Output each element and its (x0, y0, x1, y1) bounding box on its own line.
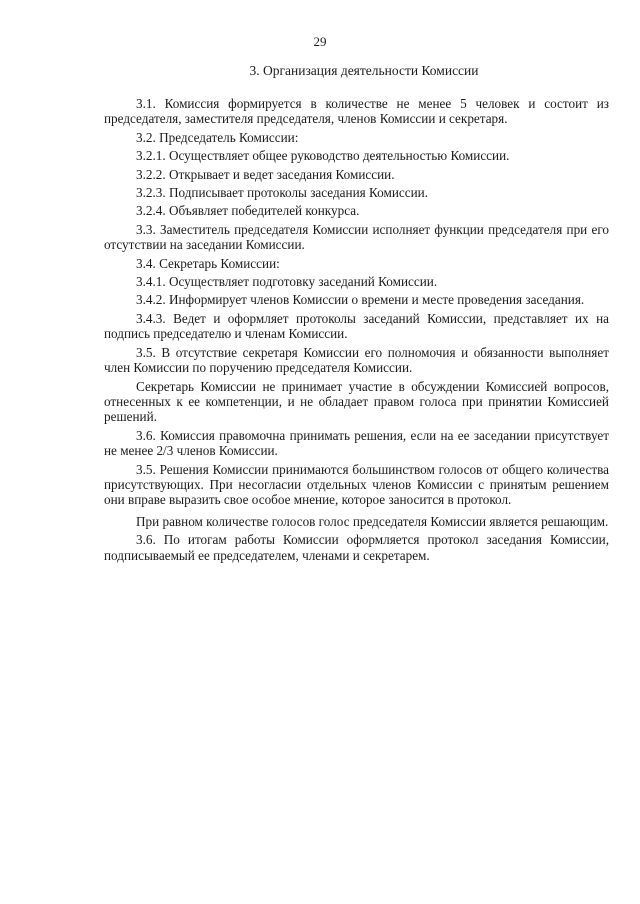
paragraph-3-1: 3.1. Комиссия формируется в количестве не менее 5 человек и состоит из председателя, заместителя председателя, членов Комиссии и секретаря. (104, 96, 609, 127)
paragraph-3-2-2: 3.2.2. Открывает и ведет заседания Комиссии. (136, 166, 395, 182)
paragraph-secretary-role: Секретарь Комиссии не принимает участие в обсуждении Комиссией вопросов, отнесенных к ее компетенции, и не обладает правом голоса при принятии Комиссией решений. (104, 378, 609, 425)
paragraph-3-6-protocol: 3.6. По итогам работы Комиссии оформляется протокол заседания Комиссии, подписываемый ее председателем, членами и секретарем. (104, 532, 609, 563)
paragraph-equal-votes: При равном количестве голосов голос председателя Комиссии является решающим. (136, 513, 609, 529)
paragraph-3-4: 3.4. Секретарь Комиссии: (136, 255, 280, 271)
paragraph-3-4-3: 3.4.3. Ведет и оформляет протоколы заседаний Комиссии, представляет их на подпись председателю и членам Комиссии. (104, 310, 609, 342)
paragraph-3-2-1: 3.2.1. Осуществляет общее руководство деятельностью Комиссии. (136, 148, 510, 164)
page-number: 29 (313, 34, 327, 49)
paragraph-3-5-absence: 3.5. В отсутствие секретаря Комиссии его полномочия и обязанности выполняет член Комиссии по поручению председателя Комиссии. (104, 344, 609, 376)
document-body (104, 96, 609, 566)
paragraph-3-2-3: 3.2.3. Подписывает протоколы заседания Комиссии. (136, 185, 429, 201)
paragraph-3-2-4: 3.2.4. Объявляет победителей конкурса. (136, 203, 360, 219)
paragraph-3-5-decisions: 3.5. Решения Комиссии принимаются большинством голосов от общего количества присутствующих. При несогласии отдельных членов Комиссии с принятым решением они вправе выразить свое особое мнение, которое заносится в протокол. (104, 461, 609, 508)
paragraph-3-4-1: 3.4.1. Осуществляет подготовку заседаний Комиссии. (136, 274, 438, 290)
paragraph-3-3: 3.3. Заместитель председателя Комиссии исполняет функции председателя при его отсутствии на заседании Комиссии. (104, 221, 609, 253)
section-title: 3. Организация деятельности Комиссии (249, 63, 479, 78)
paragraph-3-4-2: 3.4.2. Информирует членов Комиссии о времени и месте проведения заседания. (136, 292, 585, 308)
paragraph-3-2: 3.2. Председатель Комиссии: (136, 129, 299, 145)
paragraph-3-6-quorum: 3.6. Комиссия правомочна принимать решения, если на ее заседании присутствует не менее 2/3 членов Комиссии. (104, 427, 609, 459)
